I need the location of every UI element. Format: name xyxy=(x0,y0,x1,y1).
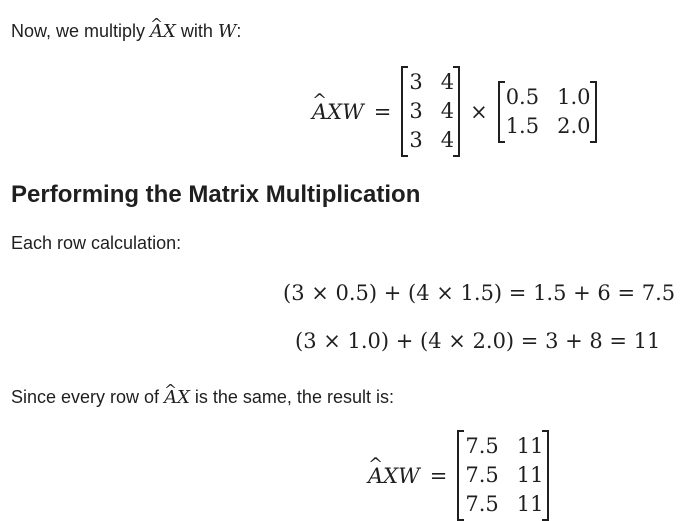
equals-sign: = xyxy=(373,99,392,124)
matrix-w-cell-1-0: 1.5 xyxy=(505,113,540,138)
result-lhs-xw: XW xyxy=(383,463,420,488)
matrix-ax-cell-0-0: 3 xyxy=(409,70,423,94)
matrix-ax-cell-2-1: 4 xyxy=(440,128,455,152)
matrix-w-cell-0-1: 1.0 xyxy=(557,84,591,109)
intro-suffix: : xyxy=(236,21,242,41)
matrix-ax-cell-2-0: 3 xyxy=(409,128,423,152)
matrix-result-cell-0-1: 11 xyxy=(516,434,544,458)
result-equals-sign: = xyxy=(429,463,448,488)
intro-middle: with xyxy=(175,21,218,41)
lhs-xw: XW xyxy=(327,99,364,124)
section-heading: Performing the Matrix Multiplication xyxy=(11,181,421,208)
result-lhs-a-hat: ^ A xyxy=(368,464,383,488)
matrix-result-cell-1-1: 11 xyxy=(516,463,544,487)
times-sign: × xyxy=(470,99,488,124)
matrix-w-cell-1-1: 2.0 xyxy=(557,113,591,138)
equation-result xyxy=(368,430,549,521)
matrix-ax-cell-1-1: 4 xyxy=(440,99,455,123)
since-x-symbol: X xyxy=(177,387,190,408)
matrix-result xyxy=(457,430,549,521)
lhs-a-hat: ^ A xyxy=(312,100,327,124)
since-suffix: is the same, the result is: xyxy=(189,387,394,407)
matrix-result-cell-0-0: 7.5 xyxy=(465,434,499,458)
w-symbol: W xyxy=(217,21,237,42)
a-hat-symbol: ^ A xyxy=(150,20,163,44)
intro-prefix: Now, we multiply xyxy=(11,21,151,41)
equation1-lhs xyxy=(312,100,364,124)
matrix-ax xyxy=(401,66,460,157)
matrix-w-cell-0-0: 0.5 xyxy=(505,84,540,109)
equation2-lhs xyxy=(368,464,420,488)
since-a-hat: ^ A xyxy=(164,386,177,410)
row-calc-text: Each row calculation: xyxy=(11,233,182,253)
since-line xyxy=(11,385,394,410)
matrix-w xyxy=(498,81,597,143)
matrix-ax-cell-0-1: 4 xyxy=(440,70,455,94)
matrix-result-cell-2-0: 7.5 xyxy=(465,492,499,516)
matrix-result-cell-1-0: 7.5 xyxy=(465,463,499,487)
equation-axw-product xyxy=(312,66,597,157)
calc-line-1: (3 × 0.5) + (4 × 1.5) = 1.5 + 6 = 7.5 xyxy=(283,281,676,305)
x-symbol: X xyxy=(163,21,176,42)
since-prefix: Since every row of xyxy=(11,387,165,407)
intro-line xyxy=(11,19,241,44)
matrix-ax-cell-1-0: 3 xyxy=(409,99,423,123)
calc-line-2: (3 × 1.0) + (4 × 2.0) = 3 + 8 = 11 xyxy=(295,329,661,353)
matrix-result-cell-2-1: 11 xyxy=(516,492,544,516)
